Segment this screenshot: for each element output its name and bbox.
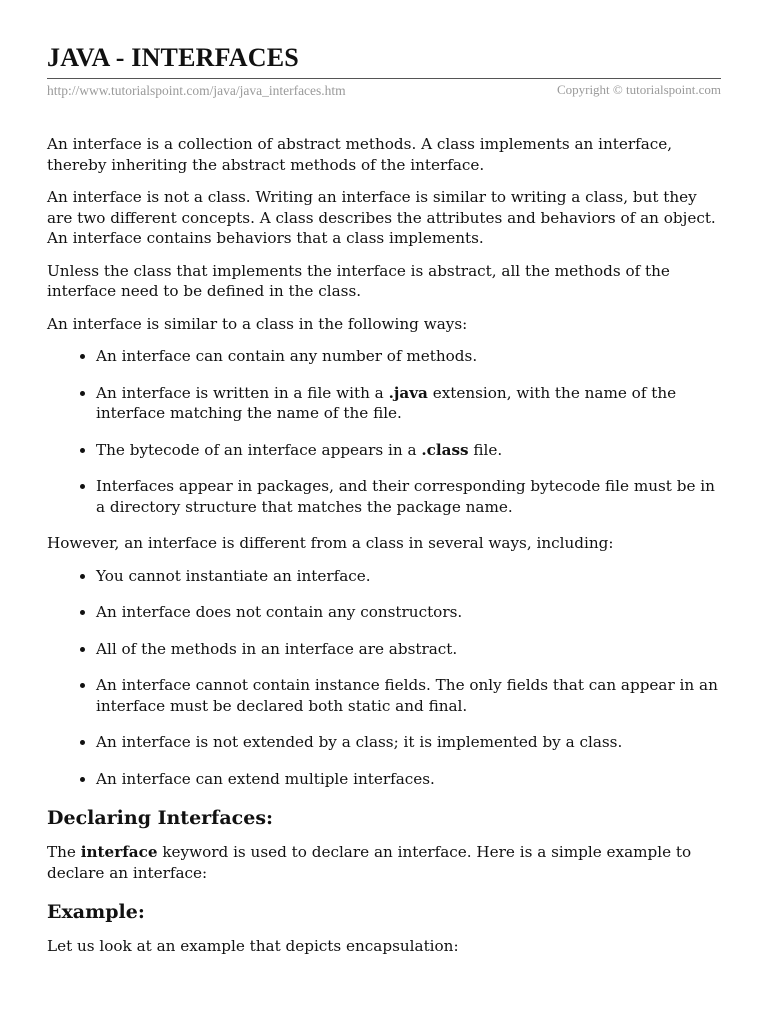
source-url: http://www.tutorialspoint.com/java/java_interfaces.htm [47, 83, 346, 98]
intro-paragraph-2: An interface is not a class. Writing an interface is similar to writing a class, but they are two different concepts. A class describes the attributes and behaviors of an object. An interface contains behaviors that a class implements. [47, 188, 716, 247]
list-item: • An interface can extend multiple interfaces. [96, 769, 723, 790]
section-heading-declaring: Declaring Interfaces: [47, 807, 274, 829]
declaring-paragraph [47, 842, 723, 883]
list-item-text: file. [468, 440, 503, 459]
list-item: • An interface is not extended by a class; it is implemented by a class. [96, 732, 723, 753]
intro-paragraph-1: An interface is a collection of abstract methods. A class implements an interface, thereby inheriting the abstract methods of the interface. [47, 135, 673, 174]
java-extension-keyword: .java [388, 383, 428, 402]
intro-paragraph-3: Unless the class that implements the interface is abstract, all the methods of the interface need to be defined in the class. [47, 261, 670, 300]
paragraph-text: The [47, 843, 81, 861]
section-heading-example: Example: [47, 901, 145, 923]
list-item: • Interfaces appear in packages, and their corresponding bytecode file must be in a directory structure that matches the package name. [96, 476, 723, 517]
list-item: • You cannot instantiate an interface. [96, 566, 723, 587]
list-item: • An interface can contain any number of methods. [96, 346, 723, 367]
differences-intro: However, an interface is different from a class in several ways, including: [47, 534, 614, 552]
interface-keyword: interface [80, 843, 158, 861]
similar-ways-intro: An interface is similar to a class in the following ways: [47, 314, 468, 333]
list-item-text: The bytecode of an interface appears in a [96, 440, 422, 459]
example-paragraph: Let us look at an example that depicts encapsulation: [47, 937, 459, 955]
list-item: • All of the methods in an interface are abstract. [96, 639, 723, 660]
page-title: JAVA - INTERFACES [47, 43, 299, 72]
list-item-text: An interface is written in a file with a [96, 383, 389, 402]
differences-list [47, 566, 723, 790]
list-item: • An interface does not contain any constructors. [96, 602, 723, 623]
similarities-list [47, 346, 723, 517]
list-item: • An interface cannot contain instance fields. The only fields that can appear in an interface must be declared both static and final. [96, 675, 723, 716]
class-extension-keyword: .class [421, 440, 469, 459]
list-item [96, 383, 723, 424]
list-item-text: extension, with the name of the interface matching the name of the file. [96, 383, 677, 422]
list-item [96, 440, 723, 461]
paragraph-text: keyword is used to declare an interface. Here is a simple example to declare an interface: [47, 843, 692, 882]
article-body [47, 134, 723, 969]
copyright-notice: Copyright © tutorialspoint.com [556, 82, 721, 97]
title-divider [47, 78, 721, 79]
